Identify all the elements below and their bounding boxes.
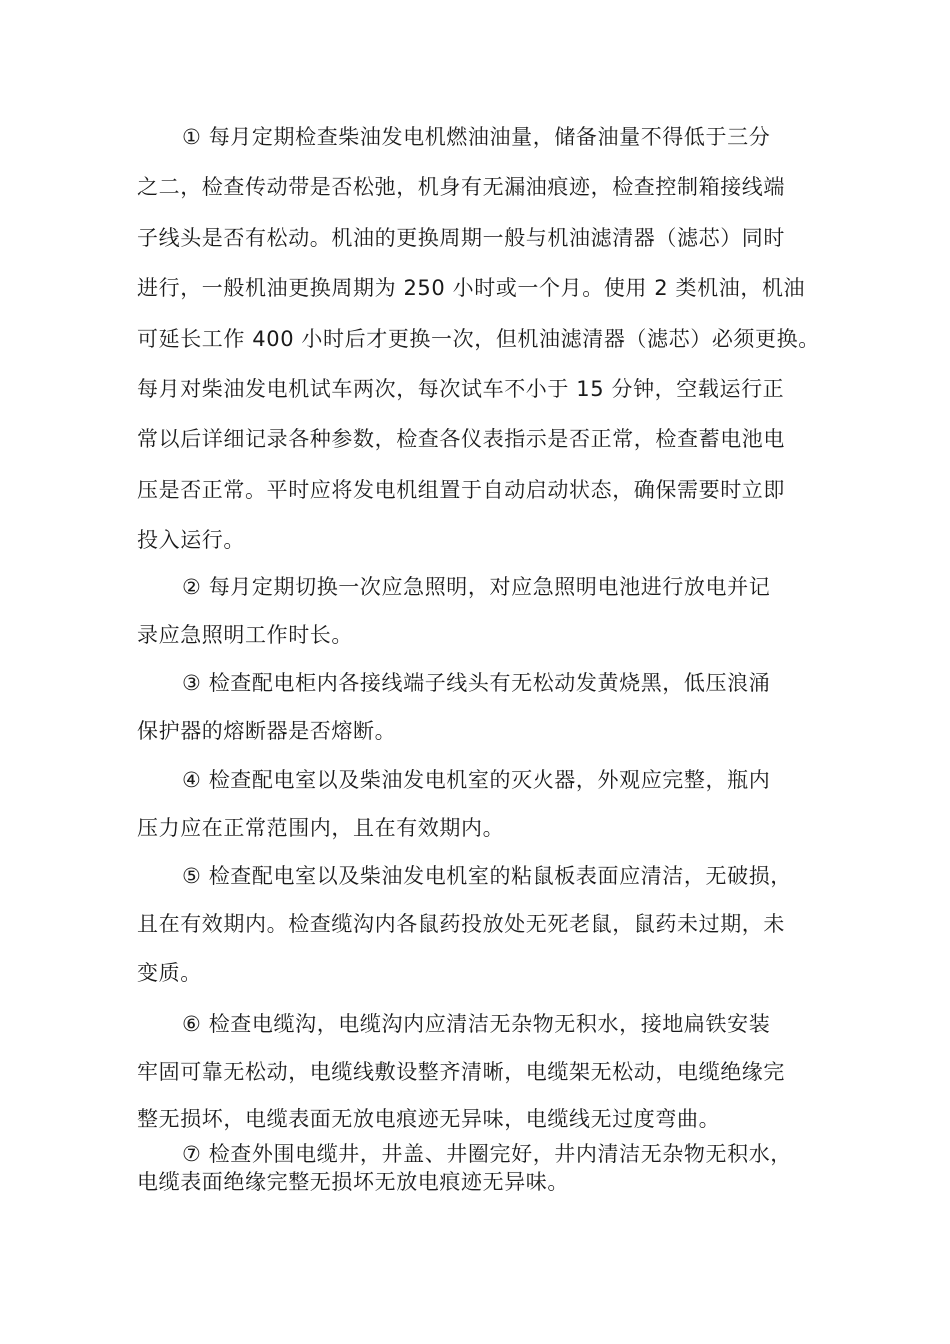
paragraph-1-line-7: 常以后详细记录各种参数，检查各仪表指示是否正常，检查蓄电池电 xyxy=(137,427,785,451)
paragraph-6-line-1: ⑥ 检查电缆沟，电缆沟内应清洁无杂物无积水，接地扁铁安装 xyxy=(182,1012,771,1036)
paragraph-4-line-1: ④ 检查配电室以及柴油发电机室的灭火器，外观应完整，瓶内 xyxy=(182,768,771,792)
paragraph-7-line-1: ⑦ 检查外围电缆井，井盖、井圈完好，井内清洁无杂物无积水， xyxy=(182,1142,792,1166)
paragraph-4-line-2: 压力应在正常范围内，且在有效期内。 xyxy=(137,816,505,840)
paragraph-1-line-1: ① 每月定期检查柴油发电机燃油油量，储备油量不得低于三分 xyxy=(182,125,771,149)
paragraph-6-line-3: 整无损坏，电缆表面无放电痕迹无异味，电缆线无过度弯曲。 xyxy=(137,1107,721,1131)
paragraph-3-line-2: 保护器的熔断器是否熔断。 xyxy=(137,719,397,743)
paragraph-1-line-3: 子线头是否有松动。机油的更换周期一般与机油滤清器（滤芯）同时 xyxy=(137,226,785,250)
paragraph-6-line-2: 牢固可靠无松动，电缆线敷设整齐清晰，电缆架无松动，电缆绝缘完 xyxy=(137,1060,785,1084)
paragraph-2-line-1: ② 每月定期切换一次应急照明，对应急照明电池进行放电并记 xyxy=(182,575,771,599)
paragraph-1-line-6: 每月对柴油发电机试车两次，每次试车不小于 15 分钟，空载运行正 xyxy=(137,377,785,401)
paragraph-2-line-2: 录应急照明工作时长。 xyxy=(137,623,353,647)
paragraph-1-line-4: 进行，一般机油更换周期为 250 小时或一个月。使用 2 类机油，机油 xyxy=(137,276,806,300)
paragraph-1-line-5: 可延长工作 400 小时后才更换一次，但机油滤清器（滤芯）必须更换。 xyxy=(137,327,820,351)
paragraph-7-line-2: 电缆表面绝缘完整无损坏无放电痕迹无异味。 xyxy=(137,1170,569,1194)
paragraph-1-line-8: 压是否正常。平时应将发电机组置于自动启动状态，确保需要时立即 xyxy=(137,478,785,502)
paragraph-3-line-1: ③ 检查配电柜内各接线端子线头有无松动发黄烧黑，低压浪涌 xyxy=(182,671,771,695)
paragraph-5-line-1: ⑤ 检查配电室以及柴油发电机室的粘鼠板表面应清洁，无破损， xyxy=(182,864,792,888)
paragraph-5-line-2: 且在有效期内。检查缆沟内各鼠药投放处无死老鼠，鼠药未过期，未 xyxy=(137,912,785,936)
paragraph-1-line-9: 投入运行。 xyxy=(137,528,245,552)
paragraph-1-line-2: 之二，检查传动带是否松弛，机身有无漏油痕迹，检查控制箱接线端 xyxy=(137,175,785,199)
paragraph-5-line-3: 变质。 xyxy=(137,961,202,985)
